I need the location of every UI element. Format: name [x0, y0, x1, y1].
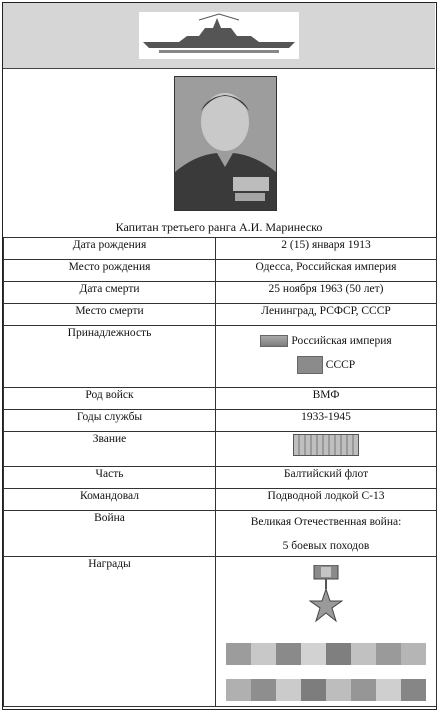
row-value: 25 ноября 1963 (50 лет): [216, 282, 437, 304]
row-value: [216, 326, 437, 388]
row-value: [216, 557, 437, 707]
row-value: Балтийский флот: [216, 467, 437, 489]
allegiance-item: СССР: [325, 359, 356, 371]
table-row: [4, 326, 437, 388]
row-label: Война: [4, 511, 216, 557]
russian-empire-flag-icon: [260, 335, 288, 347]
naval-ship-emblem-icon: [139, 12, 299, 59]
table-row: [4, 467, 437, 489]
ussr-flag-icon: [297, 356, 323, 374]
portrait-caption: Капитан третьего ранга А.И. Маринеско: [115, 220, 323, 234]
row-label: Место смерти: [4, 304, 216, 326]
table-row: [4, 432, 437, 467]
row-value: Подводной лодкой С-13: [216, 489, 437, 511]
header-band: [3, 3, 435, 69]
row-label: Годы службы: [4, 410, 216, 432]
row-value: ВМФ: [216, 388, 437, 410]
table-row: [4, 388, 437, 410]
row-label: Награды: [4, 557, 216, 707]
table-row: [4, 410, 437, 432]
table-row: [4, 511, 437, 557]
row-label: Часть: [4, 467, 216, 489]
ribbon-bar-icon: [226, 643, 426, 665]
row-value: [216, 432, 437, 467]
shoulder-board-icon: [293, 434, 359, 456]
row-value: Одесса, Российская империя: [216, 260, 437, 282]
allegiance-item: Российская империя: [291, 335, 392, 347]
table-row: [4, 557, 437, 707]
infobox-card: [2, 2, 437, 710]
table-row: [4, 304, 437, 326]
row-value: 2 (15) января 1913: [216, 238, 437, 260]
table-row: [4, 489, 437, 511]
info-table: [3, 237, 437, 707]
table-row: [4, 260, 437, 282]
table-row: [4, 282, 437, 304]
row-label: Принадлежность: [4, 326, 216, 388]
row-label: Род войск: [4, 388, 216, 410]
officer-portrait-photo: [174, 76, 277, 211]
row-label: Место рождения: [4, 260, 216, 282]
hero-gold-star-medal-icon: [216, 565, 436, 635]
row-label: Звание: [4, 432, 216, 467]
row-label: Дата рождения: [4, 238, 216, 260]
row-value: Ленинград, РСФСР, СССР: [216, 304, 437, 326]
war-line: Великая Отечественная война:: [250, 516, 402, 528]
row-label: Дата смерти: [4, 282, 216, 304]
war-line: 5 боевых походов: [282, 540, 370, 552]
row-label: Командовал: [4, 489, 216, 511]
table-row: [4, 238, 437, 260]
ribbon-bar-icon: [226, 679, 426, 701]
row-value: [216, 511, 437, 557]
row-value: 1933-1945: [216, 410, 437, 432]
